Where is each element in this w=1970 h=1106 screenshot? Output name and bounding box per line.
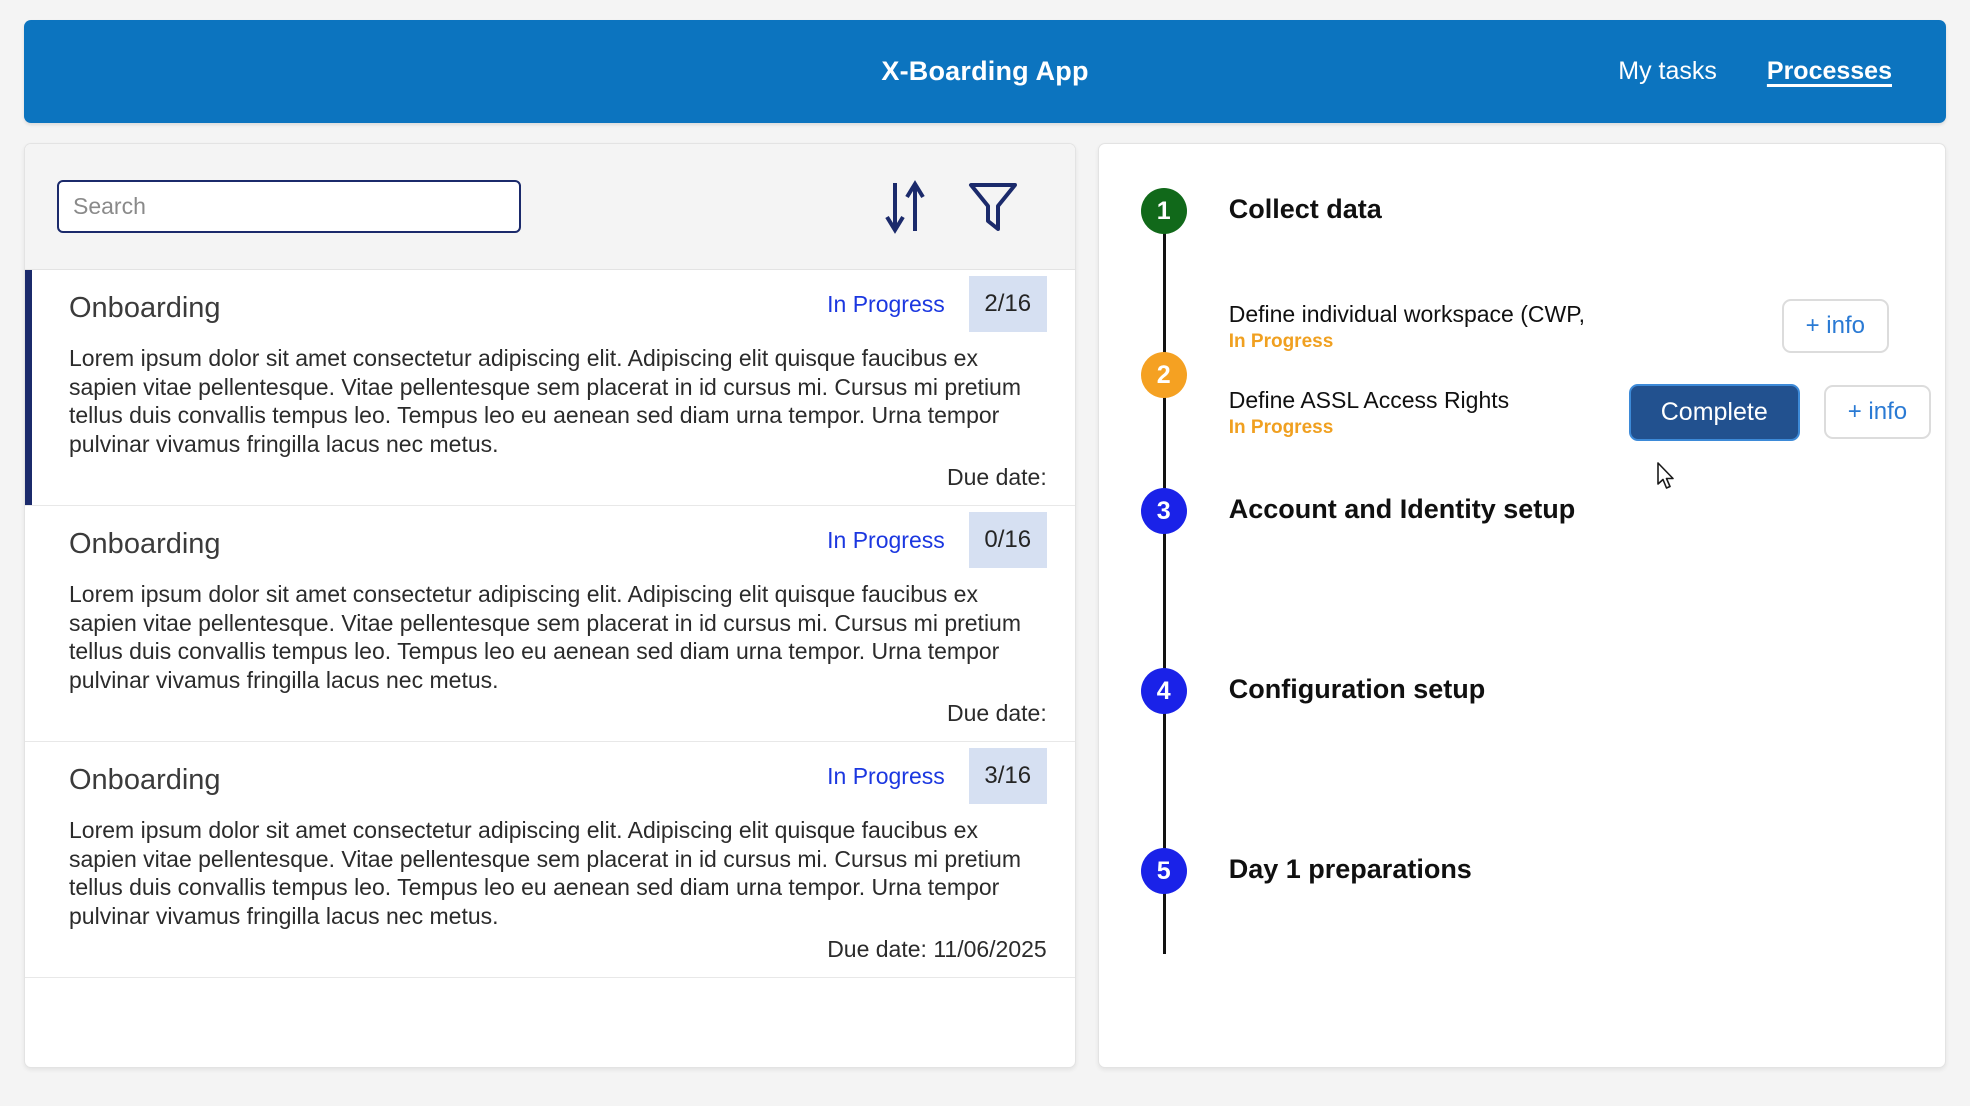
list-toolbar: [25, 144, 1075, 270]
page-title: X-Boarding App: [881, 56, 1089, 86]
step-title: Collect data: [1228, 194, 1382, 224]
step-number-badge: 1: [1141, 188, 1187, 234]
timeline-step-4[interactable]: [1099, 668, 1945, 848]
process-card-title: Onboarding: [69, 292, 221, 324]
process-card[interactable]: [25, 506, 1075, 742]
process-card-description: Lorem ipsum dolor sit amet consectetur adipiscing elit. Adipiscing elit quisque faucibus ex sapien vitae pellentesque. Vitae pellentesque sem placerat in id cursus mi. Cursus mi pretium tellus duis convallis tempus leo. Tempus leo eu aenean sed diam urna tempor. Urna tempor pulvinar vivamus fringilla lacus nec metus.: [69, 581, 1022, 693]
step-number-badge: 3: [1141, 488, 1187, 534]
toolbar-icons: [877, 176, 1043, 238]
task-info: [1229, 300, 1629, 353]
task-info-button[interactable]: + info: [1824, 385, 1931, 439]
task-status: In Progress: [1228, 330, 1334, 352]
header-nav: [1618, 57, 1892, 86]
process-card-header: [69, 288, 1047, 336]
timeline-step-3[interactable]: [1099, 488, 1945, 668]
process-card-meta: [827, 748, 1047, 804]
process-card[interactable]: [25, 270, 1075, 506]
search-input[interactable]: [57, 180, 521, 233]
process-card-title: Onboarding: [69, 764, 221, 796]
step-number-badge: 2: [1141, 352, 1187, 398]
task-info-button[interactable]: + info: [1782, 299, 1889, 353]
task-complete-button[interactable]: Complete: [1629, 384, 1800, 441]
process-card-list: [25, 270, 1075, 1067]
task-status: In Progress: [1228, 416, 1334, 438]
task-count-badge: 3/16: [969, 748, 1047, 804]
status-badge: In Progress: [827, 762, 945, 789]
step-number-badge: 5: [1141, 848, 1187, 894]
task-info: [1229, 386, 1629, 439]
task-actions: [1782, 299, 1889, 353]
status-badge: In Progress: [827, 526, 945, 553]
process-card-title: Onboarding: [69, 528, 221, 560]
task-count-badge: 0/16: [969, 512, 1047, 568]
step-title: Configuration setup: [1228, 674, 1486, 704]
process-card-description: Lorem ipsum dolor sit amet consectetur adipiscing elit. Adipiscing elit quisque faucibus ex sapien vitae pellentesque. Vitae pellentesque sem placerat in id cursus mi. Cursus mi pretium tellus duis convallis tempus leo. Tempus leo eu aenean sed diam urna tempor. Urna tempor pulvinar vivamus fringilla lacus nec metus.: [69, 817, 1022, 929]
timeline-step-5[interactable]: [1099, 848, 1945, 968]
task-row: [1099, 378, 1945, 446]
task-name: Define individual workspace (CWP,: [1228, 300, 1585, 327]
task-actions: [1629, 384, 1931, 441]
task-name: Define ASSL Access Rights: [1228, 386, 1510, 413]
step-number-badge: 4: [1141, 668, 1187, 714]
process-card[interactable]: [25, 742, 1075, 978]
process-card-due-date: Due date:: [946, 464, 1047, 490]
process-card-description: Lorem ipsum dolor sit amet consectetur adipiscing elit. Adipiscing elit quisque faucibus ex sapien vitae pellentesque. Vitae pellentesque sem placerat in id cursus mi. Cursus mi pretium tellus duis convallis tempus leo. Tempus leo eu aenean sed diam urna tempor. Urna tempor pulvinar vivamus fringilla lacus nec metus.: [69, 345, 1022, 457]
filter-funnel-icon[interactable]: [965, 176, 1021, 238]
process-timeline: [1099, 144, 1945, 968]
step-title: Account and Identity setup: [1228, 494, 1576, 524]
main-content: [24, 143, 1946, 1068]
process-card-meta: [827, 512, 1047, 568]
process-card-header: [69, 524, 1047, 572]
process-card-due-date: Due date:: [946, 700, 1047, 726]
process-card-header: [69, 760, 1047, 808]
process-card-meta: [827, 276, 1047, 332]
nav-link-my-tasks[interactable]: My tasks: [1618, 57, 1717, 85]
task-list: [1099, 292, 1945, 446]
step-title: Day 1 preparations: [1228, 854, 1472, 884]
status-badge: In Progress: [827, 290, 945, 317]
sort-arrows-icon[interactable]: [877, 176, 933, 238]
process-list-panel: [24, 143, 1076, 1068]
task-row: [1099, 292, 1945, 360]
process-detail-panel: [1098, 143, 1946, 1068]
app-header: [24, 20, 1946, 123]
nav-link-processes[interactable]: Processes: [1766, 57, 1892, 85]
process-card-due-date: Due date: 11/06/2025: [827, 936, 1047, 962]
task-count-badge: 2/16: [969, 276, 1047, 332]
